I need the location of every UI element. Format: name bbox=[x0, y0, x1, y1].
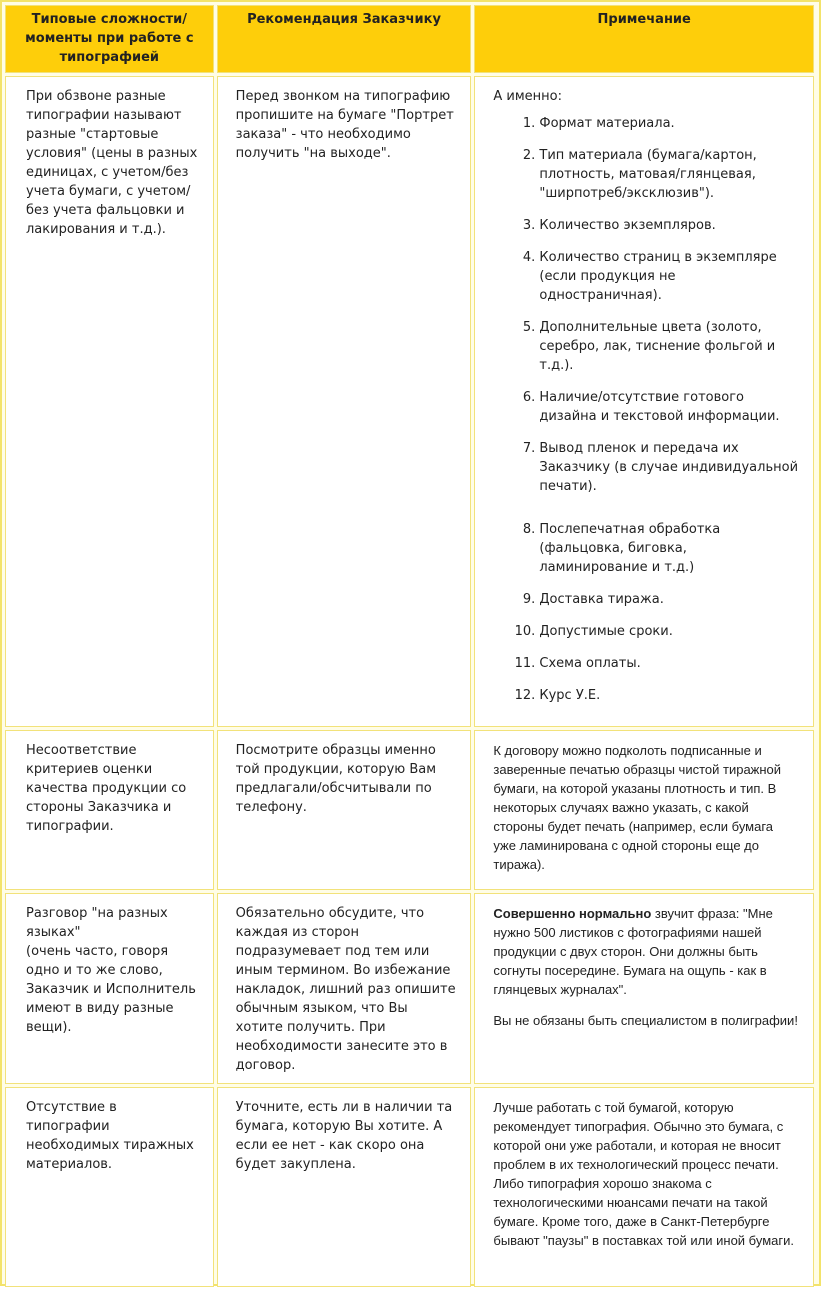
list-item: 12. Курс У.Е. bbox=[539, 686, 799, 705]
recommendation-cell: Уточните, есть ли в наличии та бумага, которую Вы хотите. А если ее нет - как скоро она будет закуплена. bbox=[217, 1087, 472, 1287]
note-cell bbox=[474, 76, 814, 727]
problem-cell: При обзвоне разные типографии называют разные "стартовые условия" (цены в разных единицах, с учетом/без учета бумаги, с учетом/без учета фальцовки и лакирования и т.д.). bbox=[5, 76, 214, 727]
header-problems: Типовые сложности/моменты при работе с типографией bbox=[5, 5, 214, 73]
note-emphasis: Совершенно нормально bbox=[493, 906, 652, 921]
note-paragraph: Вы не обязаны быть специалистом в полиграфии! bbox=[493, 1013, 798, 1028]
list-item: 2. Тип материала (бумага/картон, плотность, матовая/глянцевая, "ширпотреб/эксклюзив"). bbox=[539, 146, 799, 203]
header-note: Примечание bbox=[474, 5, 814, 73]
recommendation-cell: Посмотрите образцы именно той продукции, которую Вам предлагали/обсчитывали по телефону. bbox=[217, 730, 472, 890]
table-header-row bbox=[5, 5, 814, 73]
list-item: 1. Формат материала. bbox=[539, 114, 799, 133]
list-item: 4. Количество страниц в экземпляре (если продукция не одностраничная). bbox=[539, 248, 799, 305]
table-row bbox=[5, 1087, 814, 1287]
list-item: 7. Вывод пленок и передача их Заказчику (в случае индивидуальной печати). bbox=[539, 439, 799, 496]
list-item: 9. Доставка тиража. bbox=[539, 590, 799, 609]
list-item: 8. Послепечатная обработка (фальцовка, биговка, ламинирование и т.д.) bbox=[539, 520, 799, 577]
note-paragraph bbox=[493, 904, 799, 999]
recommendation-cell: Обязательно обсудите, что каждая из сторон подразумевает под тем или иным термином. Во избежание накладок, лишний раз опишите обычным языком, что Вы хотите получить. При необходимости занесите это в договор. bbox=[217, 893, 472, 1084]
list-item: 10. Допустимые сроки. bbox=[539, 622, 799, 641]
problem-detail: (очень часто, говоря одно и то же слово, Заказчик и Исполнитель имеют в виду разные вещи). bbox=[26, 944, 196, 1035]
table-row bbox=[5, 730, 814, 890]
problem-cell bbox=[5, 893, 214, 1084]
note-cell bbox=[474, 893, 814, 1084]
problem-cell: Отсутствие в типографии необходимых тиражных материалов. bbox=[5, 1087, 214, 1287]
list-item: 3. Количество экземпляров. bbox=[539, 216, 799, 235]
list-item: 5. Дополнительные цвета (золото, серебро, лак, тиснение фольгой и т.д.). bbox=[539, 318, 799, 375]
header-recommendation: Рекомендация Заказчику bbox=[217, 5, 472, 73]
list-item: 6. Наличие/отсутствие готового дизайна и текстовой информации. bbox=[539, 388, 799, 426]
recommendation-cell: Перед звонком на типографию пропишите на бумаге "Портрет заказа" - что необходимо получить "на выходе". bbox=[217, 76, 472, 727]
note-text: звучит фраза: "Мне нужно 500 листиков с фотографиями нашей продукции с двух сторон. Они должны быть согнуты посередине. Бумага на ощупь - как в глянцевых журналах". bbox=[493, 906, 773, 997]
note-intro: А именно: bbox=[493, 89, 562, 104]
problem-cell: Несоответствие критериев оценки качества продукции со стороны Заказчика и типографии. bbox=[5, 730, 214, 890]
order-portrait-list bbox=[493, 114, 799, 705]
list-item: 11. Схема оплаты. bbox=[539, 654, 799, 673]
note-cell: Лучше работать с той бумагой, которую рекомендует типография. Обычно это бумага, с которой они уже работали, и которая не вносит проблем в их технологический процесс печати. Либо типография хорошо знакома с технологическими нюансами печати на такой бумаге. Кроме того, даже в Санкт-Петербурге бывают "паузы" в поставках той или иной бумаги. bbox=[474, 1087, 814, 1287]
printing-tips-table bbox=[2, 2, 817, 1290]
note-cell: К договору можно подколоть подписанные и заверенные печатью образцы чистой тиражной бумаги, на которой указаны плотность и тип. В некоторых случаях важно указать, с какой стороны будет печать (например, если бумага уже ламинирована с одной стороны еще до тиража). bbox=[474, 730, 814, 890]
problem-title: Разговор "на разных языках" bbox=[26, 906, 168, 940]
table-row bbox=[5, 76, 814, 727]
table-row bbox=[5, 893, 814, 1084]
